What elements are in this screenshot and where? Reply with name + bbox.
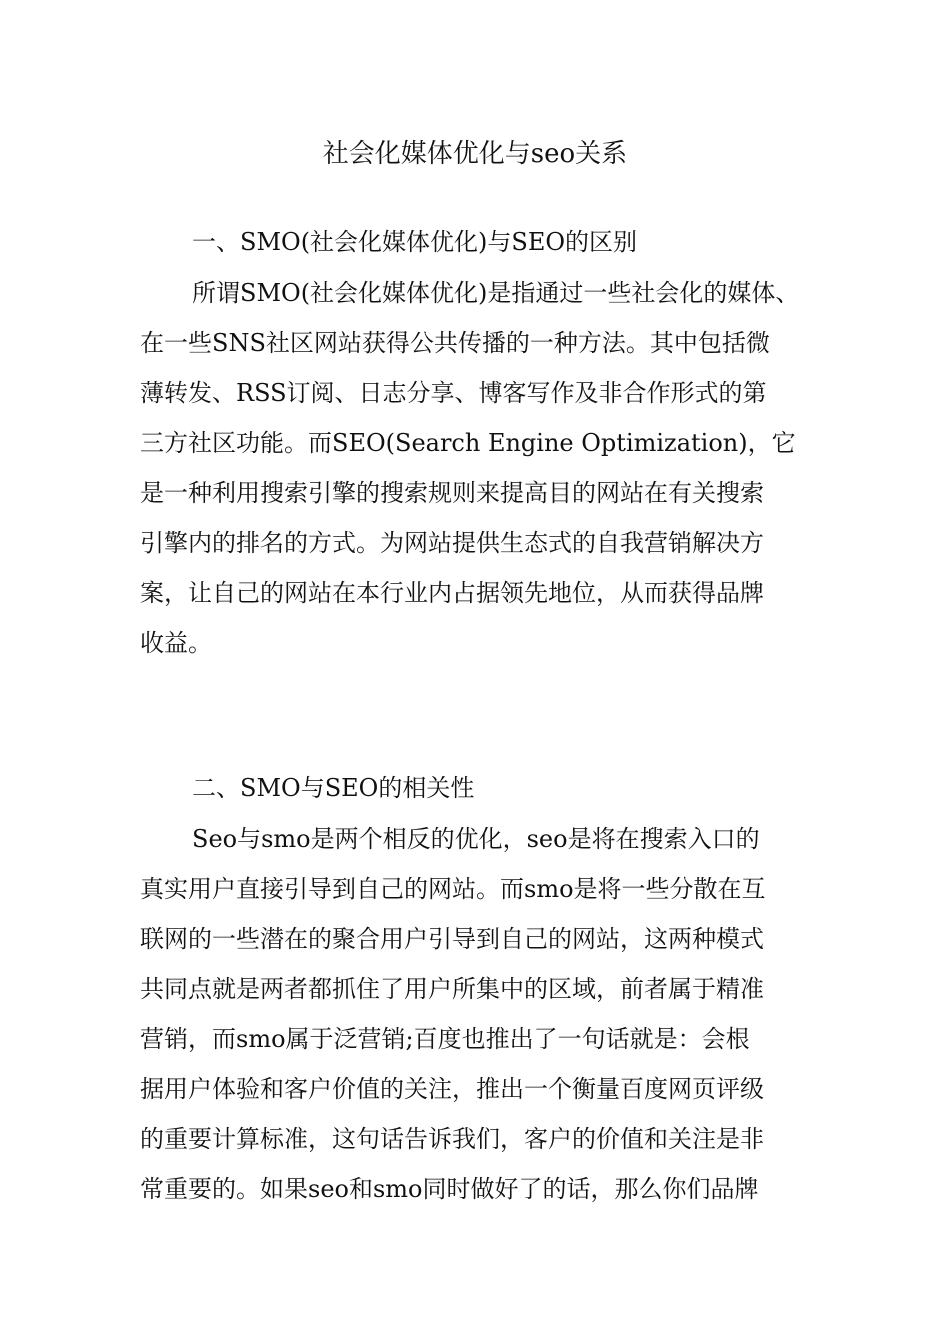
paragraph-line: 营销，而smo属于泛营销;百度也推出了一句话就是：会根: [140, 1025, 750, 1053]
paragraph-line: 真实用户直接引导到自己的网站。而smo是将一些分散在互: [140, 875, 766, 903]
paragraph-line: 引擎内的排名的方式。为网站提供生态式的自我营销解决方: [140, 529, 764, 557]
document-title: 社会化媒体优化与seo关系: [322, 139, 628, 169]
section-2-paragraph: [140, 814, 820, 1214]
section-heading-2: 二、SMO与SEO的相关性: [192, 774, 475, 802]
section-heading-1: 一、SMO(社会化媒体优化)与SEO的区别: [192, 228, 638, 256]
paragraph-line: 是一种利用搜索引擎的搜索规则来提高目的网站在有关搜索: [140, 479, 764, 507]
paragraph-line: 收益。: [140, 629, 212, 657]
paragraph-line: 案，让自己的网站在本行业内占据领先地位，从而获得品牌: [140, 579, 764, 607]
paragraph-line: 在一些SNS社区网站获得公共传播的一种方法。其中包括微: [140, 329, 770, 357]
paragraph-line: 的重要计算标准，这句话告诉我们，客户的价值和关注是非: [140, 1125, 764, 1153]
paragraph-line: Seo与smo是两个相反的优化，seo是将在搜索入口的: [192, 825, 760, 853]
paragraph-line: 所谓SMO(社会化媒体优化)是指通过一些社会化的媒体、: [192, 279, 800, 307]
paragraph-line: 常重要的。如果seo和smo同时做好了的话，那么你们品牌: [140, 1175, 759, 1203]
paragraph-line: 据用户体验和客户价值的关注，推出一个衡量百度网页评级: [140, 1075, 764, 1103]
paragraph-line: 三方社区功能。而SEO(Search Engine Optimization)，它: [140, 429, 796, 457]
paragraph-line: 联网的一些潜在的聚合用户引导到自己的网站，这两种模式: [140, 925, 764, 953]
paragraph-line: 薄转发、RSS订阅、日志分享、博客写作及非合作形式的第: [140, 379, 767, 407]
paragraph-line: 共同点就是两者都抓住了用户所集中的区域，前者属于精准: [140, 975, 764, 1003]
section-1-paragraph: [140, 268, 820, 668]
